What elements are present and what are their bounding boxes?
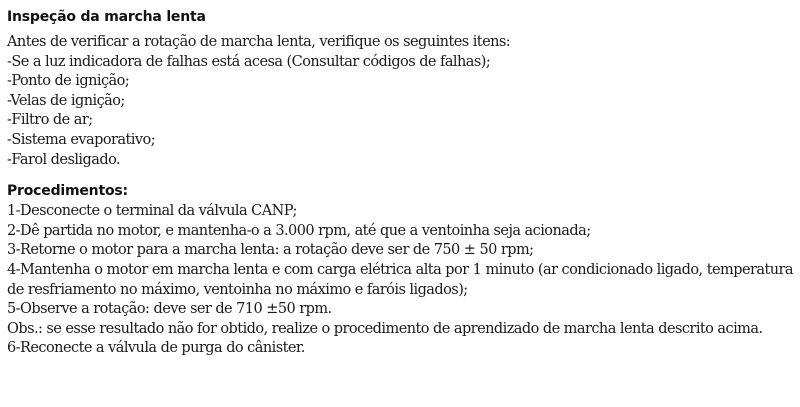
procedure-step: 2-Dê partida no motor, e mantenha-o a 3.000 rpm, até que a ventoinha seja acionada; — [7, 222, 591, 239]
procedure-step: 5-Observe a rotação: deve ser de 710 ±50 rpm. — [7, 301, 332, 318]
section-title-idle-inspection: Inspeção da marcha lenta — [7, 9, 206, 25]
pre-check-intro: Antes de verificar a rotação de marcha lenta, verifique os seguintes itens: — [7, 34, 511, 50]
procedure-step: 3-Retorne o motor para a marcha lenta: a rotação deve ser de 750 ± 50 rpm; — [7, 242, 534, 259]
procedure-step: 6-Reconecte a válvula de purga do cânister. — [7, 340, 305, 357]
pre-check-item: -Se a luz indicadora de falhas está acesa (Consultar códigos de falhas); — [7, 53, 491, 70]
section-title-procedures: Procedimentos: — [7, 183, 128, 200]
pre-check-list — [7, 33, 793, 170]
pre-check-item: -Sistema evaporativo; — [7, 131, 156, 148]
pre-check-item: -Farol desligado. — [7, 151, 121, 168]
document-page — [7, 0, 793, 359]
pre-check-item: -Filtro de ar; — [7, 112, 93, 129]
procedure-steps-list — [7, 202, 793, 359]
procedure-note: Obs.: se esse resultado não for obtido, realize o procedimento de aprendizado de marcha lenta descrito acima. — [7, 320, 763, 337]
procedure-step: 4-Mantenha o motor em marcha lenta e com carga elétrica alta por 1 minuto (ar condicionado ligado, temperatura de resfriamento no máximo, ventoinha no máximo e faróis ligados); — [7, 261, 793, 298]
pre-check-item: -Ponto de ignição; — [7, 73, 130, 90]
procedure-step: 1-Desconecte o terminal da válvula CANP; — [7, 203, 297, 220]
pre-check-item: -Velas de ignição; — [7, 92, 125, 109]
